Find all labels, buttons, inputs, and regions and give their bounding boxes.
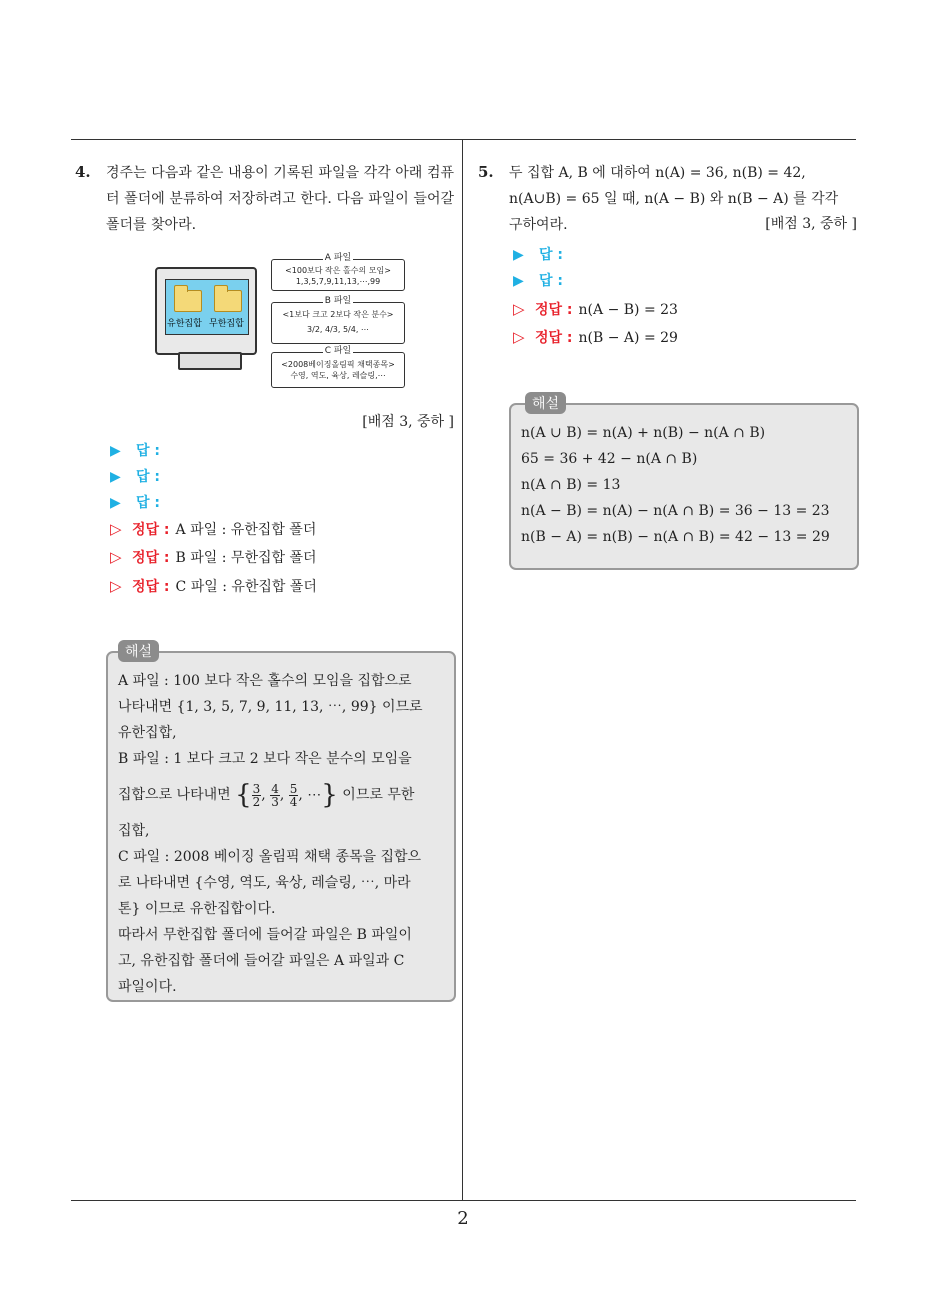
- explanation-line: A 파일 : 100 보다 작은 홀수의 모임을 집합으로: [118, 673, 412, 689]
- file-c-title: C 파일: [324, 346, 352, 356]
- answer-blank: [513, 242, 563, 268]
- answer-blank: [110, 438, 160, 464]
- answer-value: A 파일 : 유한집합 폴더: [175, 522, 317, 538]
- outline-triangle-icon: ▷: [110, 548, 122, 566]
- answer-blank: [513, 268, 563, 294]
- explanation-line: 이므로 무한: [342, 787, 415, 803]
- question-line: n(A∪B) = 65 일 때, n(A − B) 와 n(B − A) 를 각각: [509, 191, 839, 207]
- outline-triangle-icon: ▷: [513, 328, 525, 346]
- dap-label: 답 :: [136, 469, 160, 485]
- jeongdap-label: 정답 :: [535, 302, 573, 318]
- column-divider: [462, 139, 463, 1201]
- question-number: 4.: [75, 163, 91, 181]
- explanation-line: 파일이다.: [118, 979, 177, 995]
- folder-label-infinite: 무한집합: [209, 319, 244, 329]
- explanation-line: C 파일 : 2008 베이징 올림픽 채택 종목을 집합으: [118, 849, 422, 865]
- explanation-line: n(A − B) = n(A) − n(A ∩ B) = 36 − 13 = 23: [521, 503, 830, 519]
- jeongdap-label: 정답 :: [132, 522, 170, 538]
- explanation-line-set: 집합으로 나타내면 { $\frac{3}{2}$ , $\frac{4}{3}$ , $\frac{5}{4}$ , ⋯} 이므로 무한: [118, 780, 415, 810]
- question-line: 구하여라.: [509, 217, 568, 233]
- correct-answer: [110, 573, 317, 599]
- outline-triangle-icon: ▷: [110, 577, 122, 595]
- explanation-line: 65 = 36 + 42 − n(A ∩ B): [521, 451, 698, 467]
- page-number: 2: [457, 1208, 469, 1229]
- play-triangle-icon: ▶: [110, 443, 121, 459]
- answer-blank: [110, 464, 160, 490]
- answer-value: C 파일 : 유한집합 폴더: [175, 579, 317, 595]
- explanation-line: 고, 유한집합 폴더에 들어갈 파일은 A 파일과 C: [118, 953, 405, 969]
- right-brace: }: [321, 780, 338, 810]
- top-rule: [71, 139, 856, 140]
- jeongdap-label: 정답 :: [132, 550, 170, 566]
- answer-blank: [110, 490, 160, 516]
- answer-value: n(B − A) = 29: [578, 330, 678, 346]
- file-c-box: [271, 346, 405, 388]
- explanation-label: 해설: [118, 640, 159, 662]
- outline-triangle-icon: ▷: [110, 520, 122, 538]
- dap-label: 답 :: [136, 495, 160, 511]
- file-b-title: B 파일: [324, 296, 352, 306]
- bottom-rule: [71, 1200, 856, 1201]
- dap-label: 답 :: [539, 273, 563, 289]
- file-a-line1: <100보다 작은 홀수의 모임>: [285, 266, 391, 275]
- question-line: 두 집합 A, B 에 대하여 n(A) = 36, n(B) = 42,: [509, 165, 806, 181]
- correct-answer: [513, 324, 678, 350]
- explanation-line: n(A ∪ B) = n(A) + n(B) − n(A ∩ B): [521, 425, 766, 441]
- monitor-stand: [178, 352, 242, 370]
- explanation-line: 유한집합,: [118, 725, 177, 741]
- explanation-line: n(A ∩ B) = 13: [521, 477, 621, 493]
- explanation-line: 집합으로 나타내면: [118, 787, 231, 803]
- explanation-label: 해설: [525, 392, 566, 414]
- explanation-line: 집합,: [118, 823, 150, 839]
- left-brace: {: [235, 780, 252, 810]
- file-c-line2: 수영, 역도, 육상, 레슬링,⋯: [290, 371, 386, 380]
- answer-value: n(A − B) = 23: [578, 302, 678, 318]
- correct-answer: [513, 296, 678, 322]
- score-label: [배점 3, 중하 ]: [362, 414, 454, 430]
- explanation-line: 로 나타내면 {수영, 역도, 육상, 레슬링, ⋯, 마라: [118, 875, 411, 891]
- jeongdap-label: 정답 :: [132, 579, 170, 595]
- explanation-line: n(B − A) = n(B) − n(A ∩ B) = 42 − 13 = 29: [521, 529, 830, 545]
- dap-label: 답 :: [136, 443, 160, 459]
- answer-value: B 파일 : 무한집합 폴더: [175, 550, 317, 566]
- correct-answer: [110, 544, 317, 570]
- file-b-line2: 3/2, 4/3, 5/4, ⋯: [307, 325, 369, 334]
- set-tail: , ⋯: [298, 787, 322, 803]
- folder-label-finite: 유한집합: [167, 319, 202, 329]
- explanation-line: 따라서 무한집합 폴더에 들어갈 파일은 B 파일이: [118, 927, 412, 943]
- fraction: $\frac{4}{3}$: [271, 781, 279, 809]
- outline-triangle-icon: ▷: [513, 300, 525, 318]
- explanation-text: [521, 420, 847, 550]
- play-triangle-icon: ▶: [513, 247, 524, 263]
- explanation-text: [118, 668, 442, 1000]
- monitor-icon: [155, 267, 257, 355]
- file-b-line1: <1보다 크고 2보다 작은 분수>: [282, 310, 394, 319]
- file-a-line2: 1,3,5,7,9,11,13,⋯,99: [295, 277, 381, 286]
- file-b-box: [271, 296, 405, 344]
- fraction: $\frac{5}{4}$: [289, 781, 298, 809]
- fraction: $\frac{3}{2}$: [252, 781, 261, 809]
- folder-icon: [214, 290, 242, 312]
- question-text: 경주는 다음과 같은 내용이 기록된 파일을 각각 아래 컴퓨터 폴더에 분류하여 저장하려고 한다. 다음 파일이 들어갈 폴더를 찾아라.: [106, 165, 454, 233]
- folder-icon: [174, 290, 202, 312]
- score-label: [배점 3, 중하 ]: [765, 216, 857, 232]
- explanation-line: B 파일 : 1 보다 크고 2 보다 작은 분수의 모임을: [118, 751, 412, 767]
- explanation-line: 톤} 이므로 유한집합이다.: [118, 901, 276, 917]
- file-a-box: [271, 253, 405, 291]
- file-a-title: A 파일: [324, 253, 352, 263]
- explanation-line: 나타내면 {1, 3, 5, 7, 9, 11, 13, ⋯, 99} 이므로: [118, 699, 423, 715]
- play-triangle-icon: ▶: [110, 469, 121, 485]
- dap-label: 답 :: [539, 247, 563, 263]
- question-number: 5.: [478, 163, 494, 181]
- correct-answer: [110, 516, 316, 542]
- file-c-line1: <2008베이징올림픽 채택종목>: [281, 360, 395, 369]
- play-triangle-icon: ▶: [110, 495, 121, 511]
- play-triangle-icon: ▶: [513, 273, 524, 289]
- jeongdap-label: 정답 :: [535, 330, 573, 346]
- monitor-screen: [165, 279, 249, 335]
